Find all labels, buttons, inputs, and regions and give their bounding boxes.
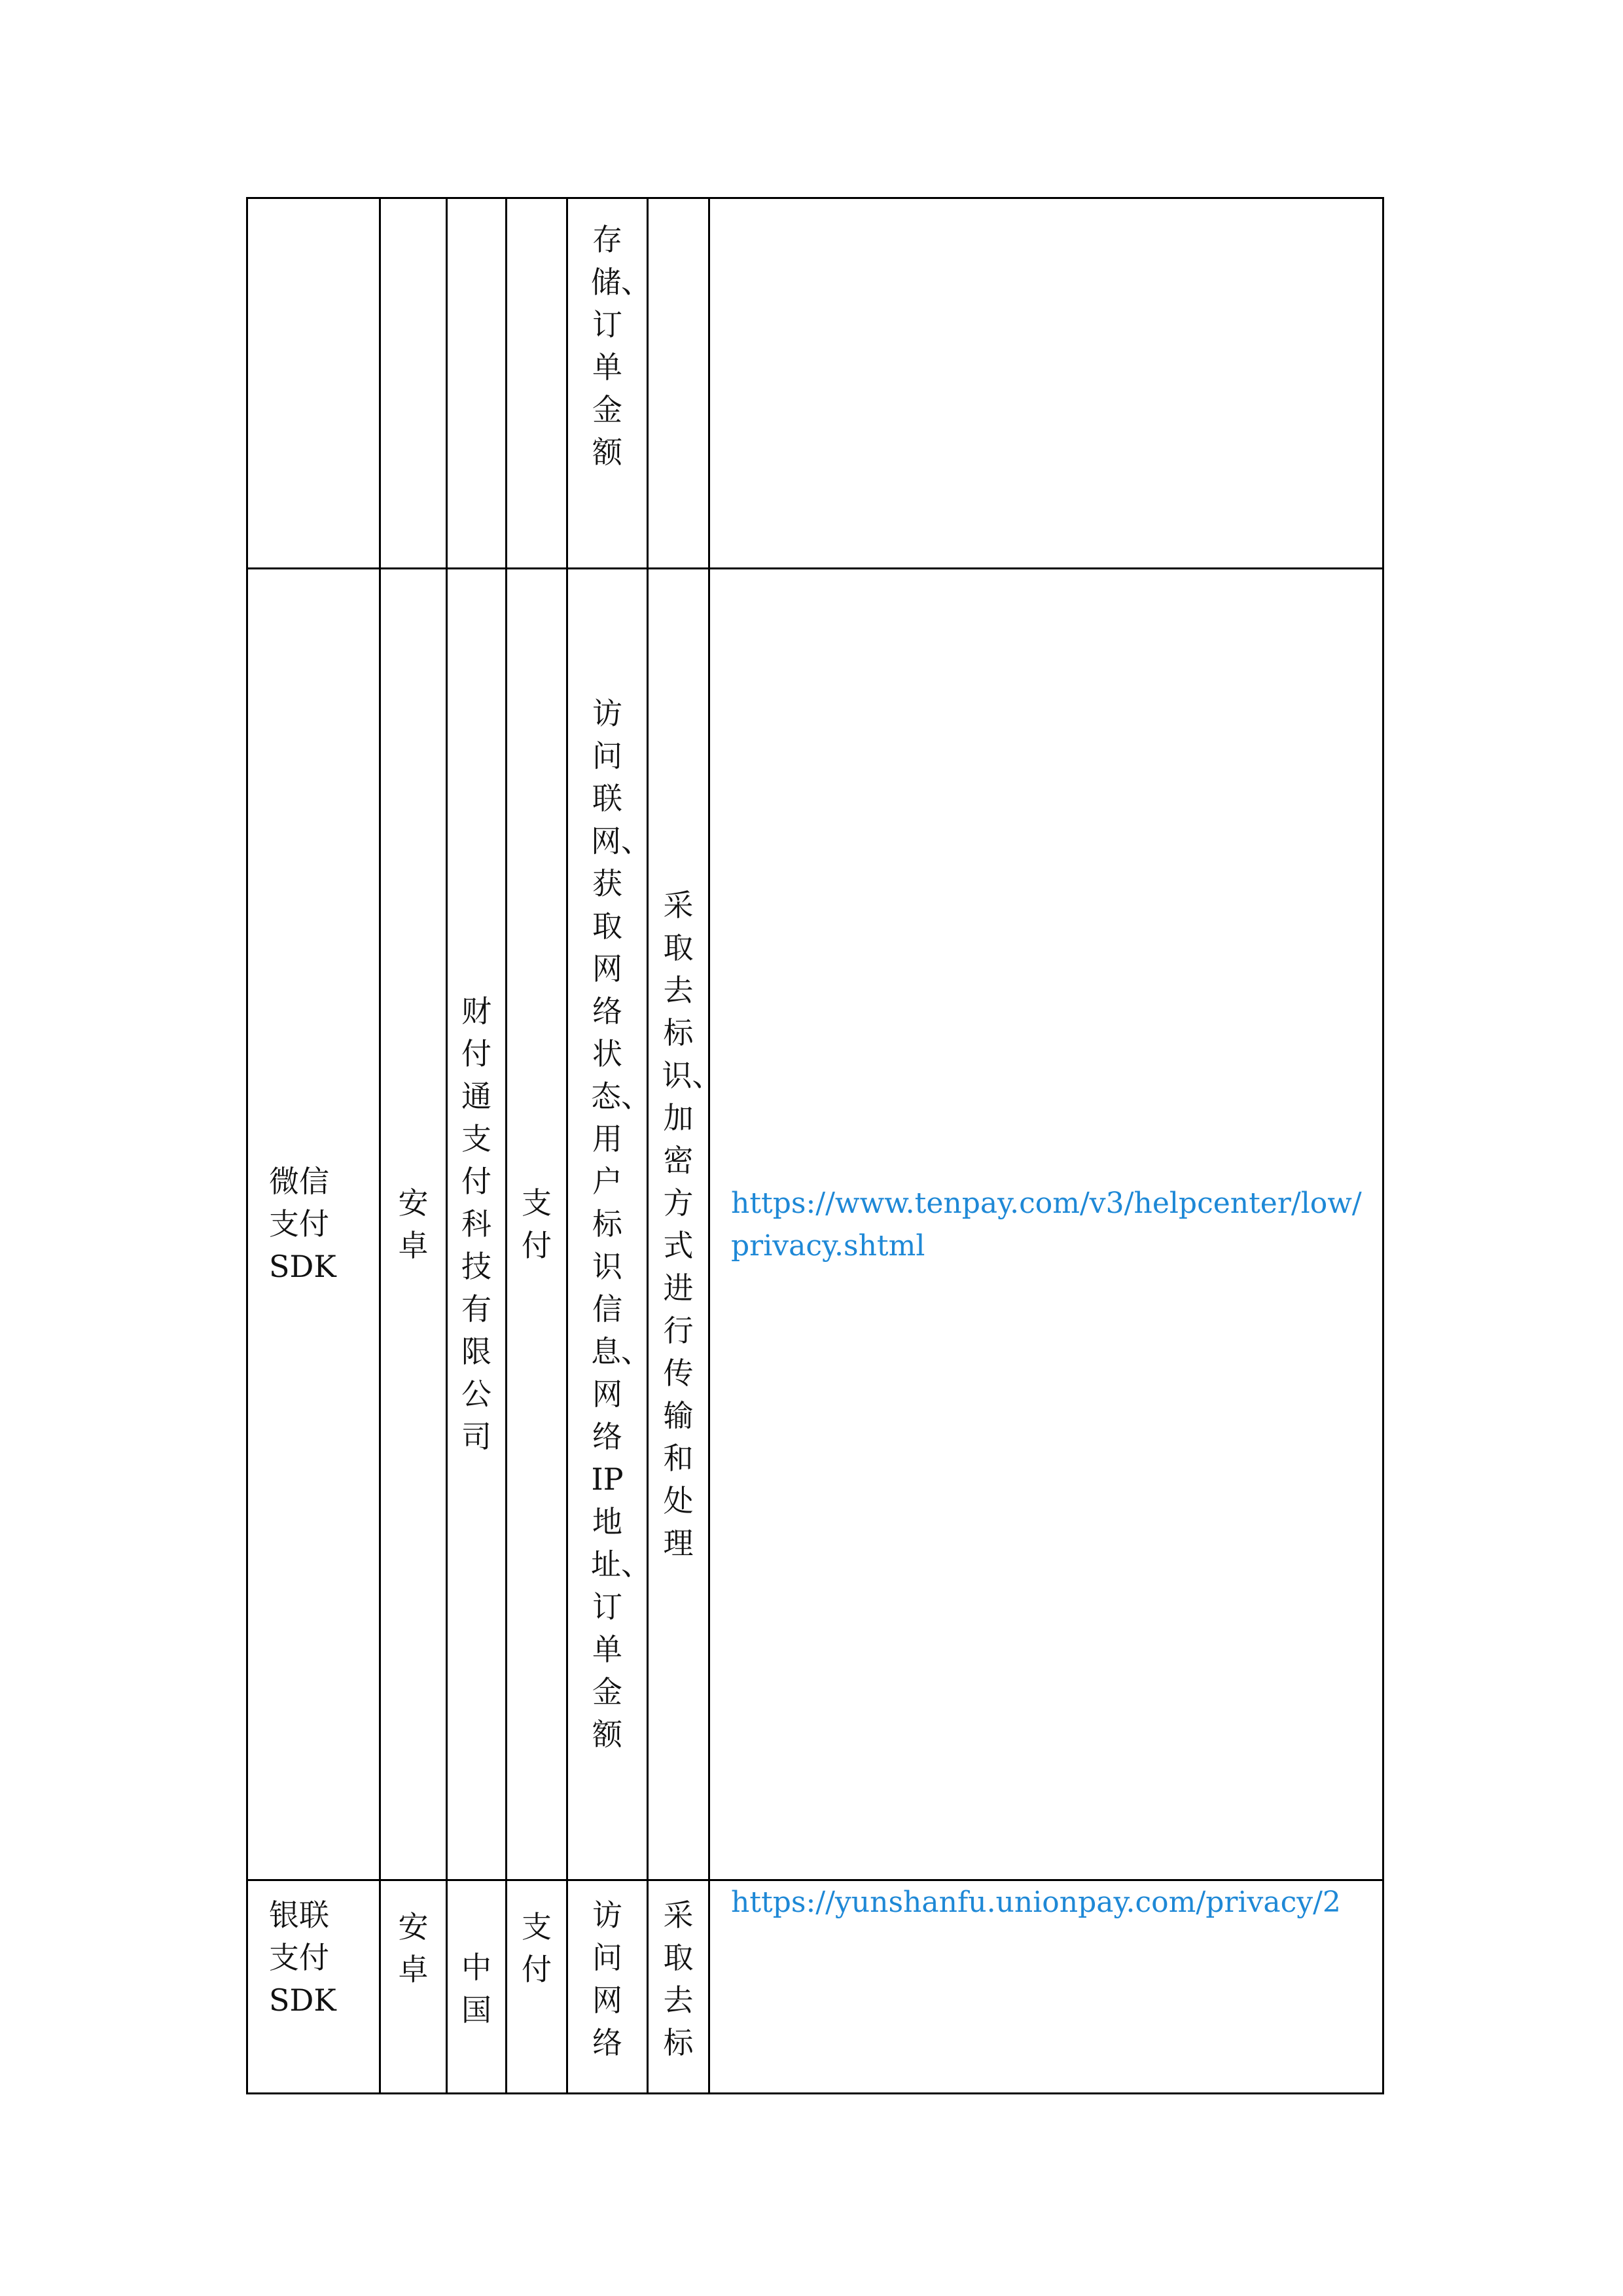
privacy-policy-link[interactable]: https://www.tenpay.com/v3/helpcenter/low/privacy.shtml (731, 1186, 1362, 1263)
protection-method-cell: 采取去标 (648, 1880, 709, 2094)
company-cell: 中国 (447, 1880, 507, 2094)
purpose-cell: 支付 (507, 569, 567, 1880)
sdk-table (246, 197, 1384, 2094)
sdk-name-cell (247, 198, 380, 569)
privacy-link-cell (709, 198, 1383, 569)
company-cell (447, 198, 507, 569)
os-cell: 安卓 (380, 569, 447, 1880)
privacy-policy-link[interactable]: https://yunshanfu.unionpay.com/privacy/2 (731, 1886, 1341, 1919)
table-row (247, 198, 1383, 569)
sdk-name-cell: 微信支付SDK (247, 569, 380, 1880)
purpose-cell (507, 198, 567, 569)
data-collected-cell: 访问网络 (567, 1880, 648, 2094)
table-row (247, 1880, 1383, 2094)
privacy-link-cell (709, 1880, 1383, 2094)
privacy-link-cell (709, 569, 1383, 1880)
data-collected-cell: 存储、订单金额 (567, 198, 648, 569)
company-cell: 财付通支付科技有限公司 (447, 569, 507, 1880)
os-cell (380, 198, 447, 569)
table-row (247, 569, 1383, 1880)
protection-method-cell: 采取去标识、加密方式进行传输和处理 (648, 569, 709, 1880)
sdk-name-cell: 银联支付SDK (247, 1880, 380, 2094)
purpose-cell: 支付 (507, 1880, 567, 2094)
data-collected-cell: 访问联网、获取网络状态、用户标识信息、网络IP地址、订单金额 (567, 569, 648, 1880)
os-cell: 安卓 (380, 1880, 447, 2094)
protection-method-cell (648, 198, 709, 569)
